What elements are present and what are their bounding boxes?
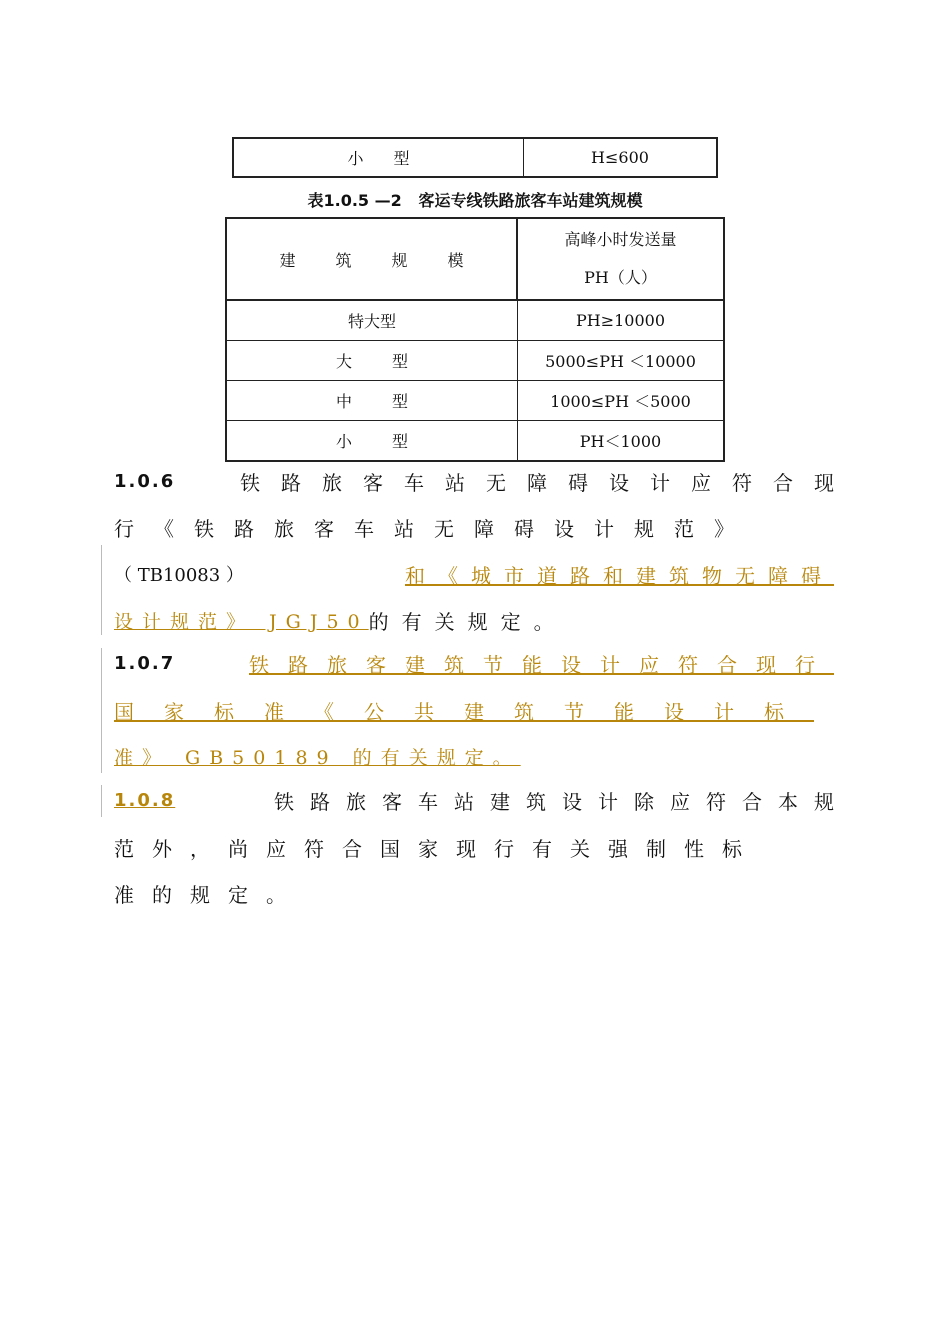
clause-1-0-8-line2 — [114, 832, 834, 862]
station-scale-table — [225, 217, 725, 462]
clause-1-0-6-line4 — [114, 605, 834, 635]
clause-1-0-7-line1 — [114, 648, 834, 678]
header-volume — [518, 219, 723, 299]
clause-text: 范外，尚应符合国家现行有关强制性标 — [114, 836, 760, 861]
row-value: 1000≤PH ＜5000 — [550, 392, 691, 411]
revision-bar — [101, 545, 102, 635]
revised-text: 铁路旅客建筑节能设计应符合现行 — [249, 652, 834, 677]
clause-1-0-8-line3 — [114, 878, 834, 908]
table-row — [227, 420, 723, 460]
clause-number: 1.0.6 — [114, 470, 176, 492]
revised-text: 和《城市道路和建筑物无障碍 — [405, 563, 834, 588]
row-scale — [227, 341, 518, 380]
row-scale-text: 中型 — [335, 392, 448, 411]
clause-1-0-7-line2 — [114, 695, 834, 725]
row-scale: 特大型 — [227, 301, 518, 340]
clause-text: 铁路旅客车站建筑设计除应符合本规 — [274, 789, 850, 814]
clause-text: 行《铁路旅客车站无障碍设计规范》 — [114, 516, 754, 541]
clause-1-0-7-line3 — [114, 741, 834, 771]
revised-text: 准》 GB50189 的有关规定。 — [114, 746, 521, 769]
header-volume-line2: PH（人） — [584, 268, 657, 287]
clause-text: 的有关规定。 — [368, 609, 567, 634]
header-scale-text: 建筑规模 — [279, 250, 504, 270]
table-row — [227, 340, 723, 380]
clause-1-0-6-line2 — [114, 512, 834, 542]
row-scale-text: 小型 — [335, 432, 448, 451]
fragment-limit-cell: H≤600 — [591, 148, 649, 167]
clause-number: 1.0.7 — [114, 652, 176, 674]
revision-bar — [101, 785, 102, 817]
row-value: 5000≤PH ＜10000 — [545, 352, 696, 371]
table-row — [227, 380, 723, 420]
clause-text: 准的规定。 — [114, 882, 304, 907]
row-scale — [227, 381, 518, 420]
clause-1-0-8-line1 — [114, 785, 850, 815]
clause-text: （ TB10083 ） — [114, 565, 244, 586]
table-row — [227, 300, 723, 340]
header-scale — [227, 219, 518, 299]
clause-number: 1.0.8 — [114, 789, 176, 811]
clause-1-0-6-line3 — [114, 559, 834, 589]
header-volume-line1: 高峰小时发送量 — [564, 230, 677, 249]
revised-text: 国家标准《公共建筑节能设计标 — [114, 699, 814, 724]
table-header-row — [227, 219, 723, 300]
revision-bar — [101, 648, 102, 773]
table-fragment — [232, 137, 718, 178]
clause-text: 铁路旅客车站无障碍设计应符合现 — [240, 470, 855, 495]
fragment-scale-cell: 小型 — [234, 139, 524, 176]
row-scale-text: 大型 — [335, 352, 448, 371]
clause-1-0-6-line1 — [114, 466, 855, 496]
row-value: PH＜1000 — [579, 432, 662, 451]
table-caption: 表1.0.5 —2 客运专线铁路旅客车站建筑规模 — [307, 191, 643, 210]
row-scale — [227, 421, 518, 460]
row-value: PH≥10000 — [575, 311, 666, 330]
revised-text: 设计规范》 JGJ50 — [114, 610, 369, 633]
